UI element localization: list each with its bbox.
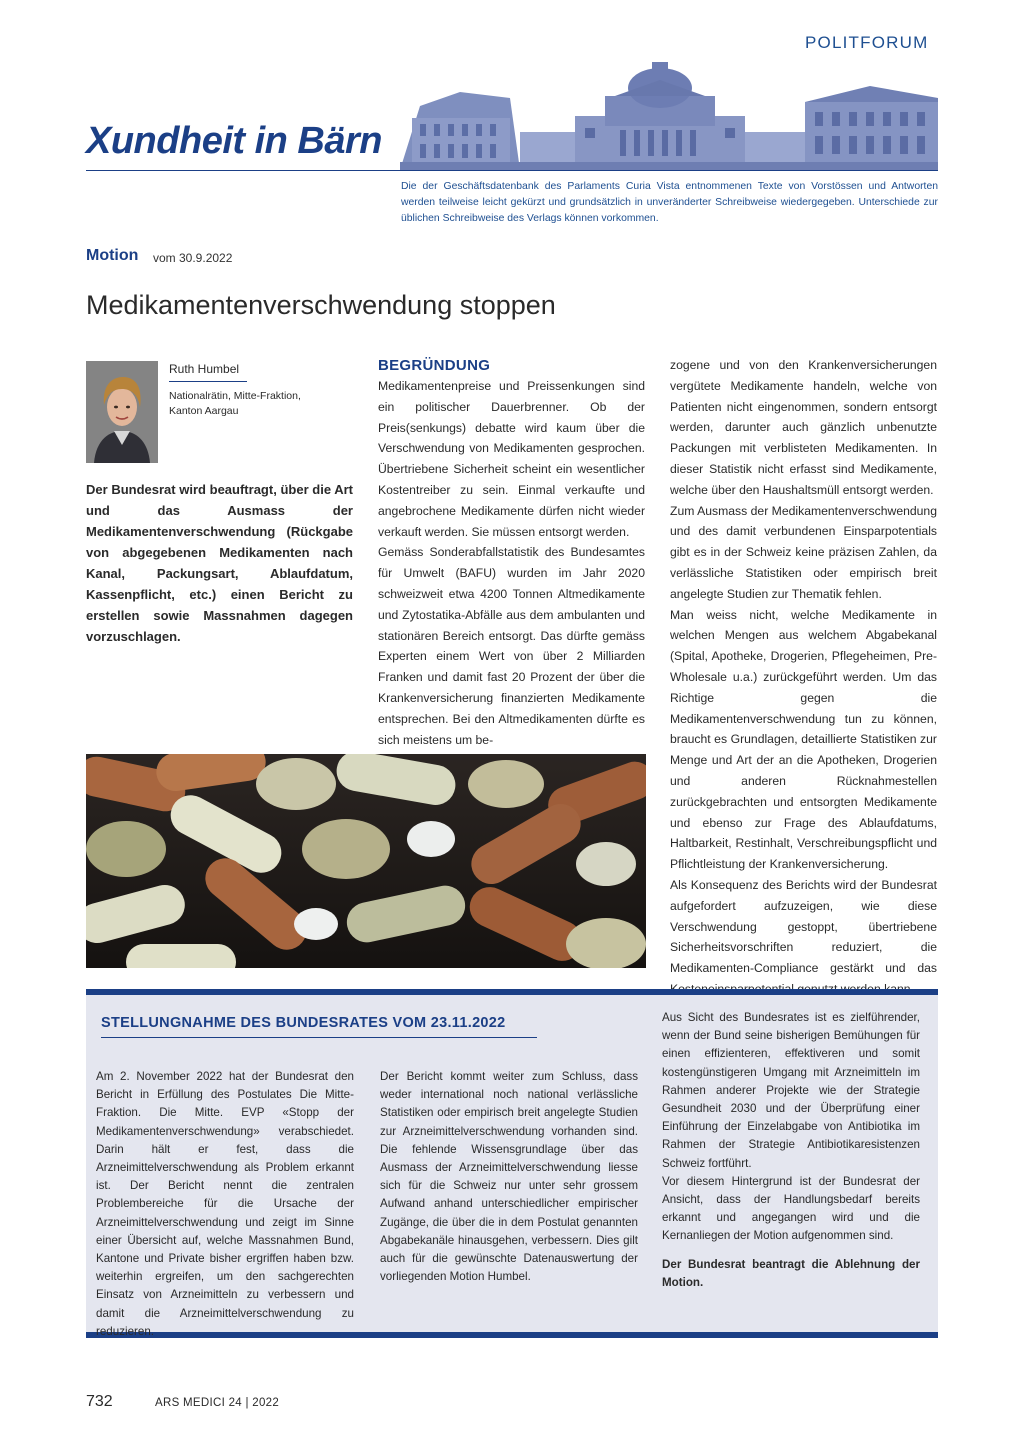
author-name: Ruth Humbel bbox=[169, 362, 240, 376]
statement-paragraph: Am 2. November 2022 hat der Bundesrat den Bericht in Erfüllung des Postulates Die Mitte-Fraktion. Die Mitte. EVP «Stopp der Medikamentenverschwendung» verabschiedet. Darin hält er fest, dass die Arzneimittelverschwendung als Problem erkannt ist. Der Bericht nennt die zentralen Problembereiche für die Ursache der Arzneimittelverschwendung und zeigt im Sinne einer Übersicht auf, welche Massnahmen Bund, Kantone und Private bisher ergriffen haben bzw. weiterhin ergreifen, um den sachgerechten Einsatz von Arzneimitteln zu verbessern und damit die Arzneimittelverschwendung zu reduzieren. bbox=[96, 1070, 354, 1338]
magazine-issue: ARS MEDICI 24 | 2022 bbox=[155, 1397, 280, 1409]
reasoning-paragraph: Man weiss nicht, welche Medikamente in welchen Mengen aus welchem Abgabekanal (Spital, Apotheke, Drogerien, Pflegeheimen, Pre-Wholesale u.a.) zurückgeführt werden. Um das Richtige gegen die Medikamentenverschwendung tun zu können, braucht es Grundlagen, detaillierte Statistiken zur Menge und Art der an die Apotheken, Drogerien und anderen Rücknahmestellen zurückgebrachten und entsorgten Medikamente und ebenso zur Frage des Ablaufdatums, Haltbarkeit, Restinhalt, Verschreibungspflicht und Pflichtleistung der Krankenversicherung. bbox=[670, 607, 937, 872]
magazine-title: Xundheit in Bärn bbox=[86, 120, 382, 162]
author-portrait bbox=[86, 361, 158, 463]
reasoning-heading: BEGRÜNDUNG bbox=[378, 357, 491, 374]
reasoning-paragraph: zogene und von den Krankenversicherungen vergütete Medikamente handeln, welche von Patienten nicht eingenommen, sondern entsorgt werden, darunter auch gänzlich unbenutzte Packungen mit verblisteten Medikamenten. In dieser Statistik nicht erfasst sind Medikamente, welche über den Haushaltsmüll entsorgt werden. bbox=[670, 358, 937, 497]
reasoning-paragraph: Medikamentenpreise und Preissenkungen sind ein politischer Dauerbrenner. Ob der Preis(senkungs) debatte wird kaum über die Verschwendung von Medikamenten gesprochen. Übertriebene Sicherheit scheint ein wesentlicher Kostentreiber zu sein. Einmal verkaufte und angebrochene Medikamente dürfen nicht wieder verkauft werden. Sie müssen entsorgt werden. bbox=[378, 379, 645, 539]
title-rule bbox=[86, 170, 938, 171]
statement-recommendation: Der Bundesrat beantragt die Ablehnung der Motion. bbox=[662, 1257, 920, 1289]
statement-paragraph: Der Bericht kommt weiter zum Schluss, dass weder international noch national verlässliche Statistiken oder empirisch breit angelegte Studien zur Arzneimittelverschwendung vorhanden sind. Die fehlende Wissensgrundlage über das Ausmass der Arzneimittelverschwendung liesse sich für die Schweiz nur unter sehr grossem Aufwand anhand unterschiedlicher empirischer Zugänge, die über die in dem Postulat genannten Abgabekanäle hinausgehen, verbessern. Dies gilt auch für die gewünschte Datenauswertung der vorliegenden Motion Humbel. bbox=[380, 1070, 638, 1284]
reasoning-column-3 bbox=[670, 355, 937, 1000]
statement-column-2 bbox=[380, 1068, 638, 1286]
statement-heading: STELLUNGNAHME DES BUNDESRATES VOM 23.11.2022 bbox=[101, 1015, 506, 1031]
article-date: vom 30.9.2022 bbox=[153, 251, 233, 265]
parliament-building-illustration bbox=[400, 58, 938, 170]
author-role bbox=[169, 389, 301, 419]
article-title: Medikamentenverschwendung stoppen bbox=[86, 290, 556, 320]
pills-photo bbox=[86, 754, 646, 968]
statement-paragraph: Vor diesem Hintergrund ist der Bundesrat der Ansicht, dass der Handlungsbedarf bereits erkannt und angegangen wird und die Kernanliegen der Motion aufgenommen sind. bbox=[662, 1174, 920, 1243]
motion-text: Der Bundesrat wird beauftragt, über die Art und das Ausmass der Medikamentenverschwendung (Rückgabe von abgegebenen Medikamenten nach Kanal, Packungsart, Ablaufdatum, Kassenpflicht, etc.) einen Bericht zu erstellen sowie Massnahmen dagegen vorzuschlagen. bbox=[86, 482, 353, 644]
author-role-line1: Nationalrätin, Mitte-Fraktion, bbox=[169, 390, 301, 402]
intro-note: Die der Geschäftsdatenbank des Parlaments Curia Vista entnommenen Texte von Vorstössen und Antworten werden teilweise leicht gekürzt und grundsätzlich in unveränderter Schreibweise wiedergegeben. Unterschiede zur üblichen Schreibweise des Verlags können vorkommen. bbox=[401, 181, 938, 224]
statement-column-3 bbox=[662, 1009, 920, 1292]
author-role-line2: Kanton Aargau bbox=[169, 405, 239, 417]
reasoning-paragraph: Gemäss Sonderabfallstatistik des Bundesamtes für Umwelt (BAFU) wurden im Jahr 2020 schweizweit etwa 4200 Tonnen Altmedikamente und Zytostatika-Abfälle aus dem ambulanten und stationären Bereich entsorgt. Das dürfte gemäss Experten einem Wert von über 2 Milliarden Franken und damit fast 20 Prozent der über die Krankenversicherung finanzierten Medikamente entsprechen. Bei den Altmedikamenten dürfte es sich meistens um be- bbox=[378, 545, 645, 747]
statement-paragraph: Aus Sicht des Bundesrates ist es zielführender, wenn der Bund seine bisherigen Bemühungen für einen effizienteren, effektiveren und somit kostengünstigeren Umgang mit Arzneimitteln im Rahmen anderer Projekte wie der Strategie Gesundheit 2030 und der Überprüfung einer Einführung der Einzelabgabe von Antibiotika im Rahmen der Strategie Antibiotikaresistenzen Schweiz fortführt. bbox=[662, 1011, 920, 1170]
statement-column-1 bbox=[96, 1068, 354, 1341]
reasoning-paragraph: Als Konsequenz des Berichts wird der Bundesrat aufgefordert aufzuzeigen, wie diese Verschwendung gestoppt, übertriebene Sicherheitsvorschriften reduziert, die Medikamenten-Compliance gestärkt und das bbox=[670, 877, 937, 976]
author-rule bbox=[169, 381, 247, 382]
statement-heading-rule bbox=[101, 1037, 537, 1038]
article-type: Motion bbox=[86, 247, 139, 264]
section-label: POLITFORUM bbox=[805, 33, 929, 52]
page-number: 732 bbox=[86, 1393, 113, 1410]
reasoning-paragraph: Zum Ausmass der Medikamentenverschwendung und des damit verbundenen Einsparpotentials gibt es in der Schweiz keine präzisen Zahlen, da verlässliche Statistiken oder empirisch breit angelegte Studien zur Thematik fehlen. bbox=[670, 503, 937, 601]
reasoning-column-2 bbox=[378, 376, 645, 750]
